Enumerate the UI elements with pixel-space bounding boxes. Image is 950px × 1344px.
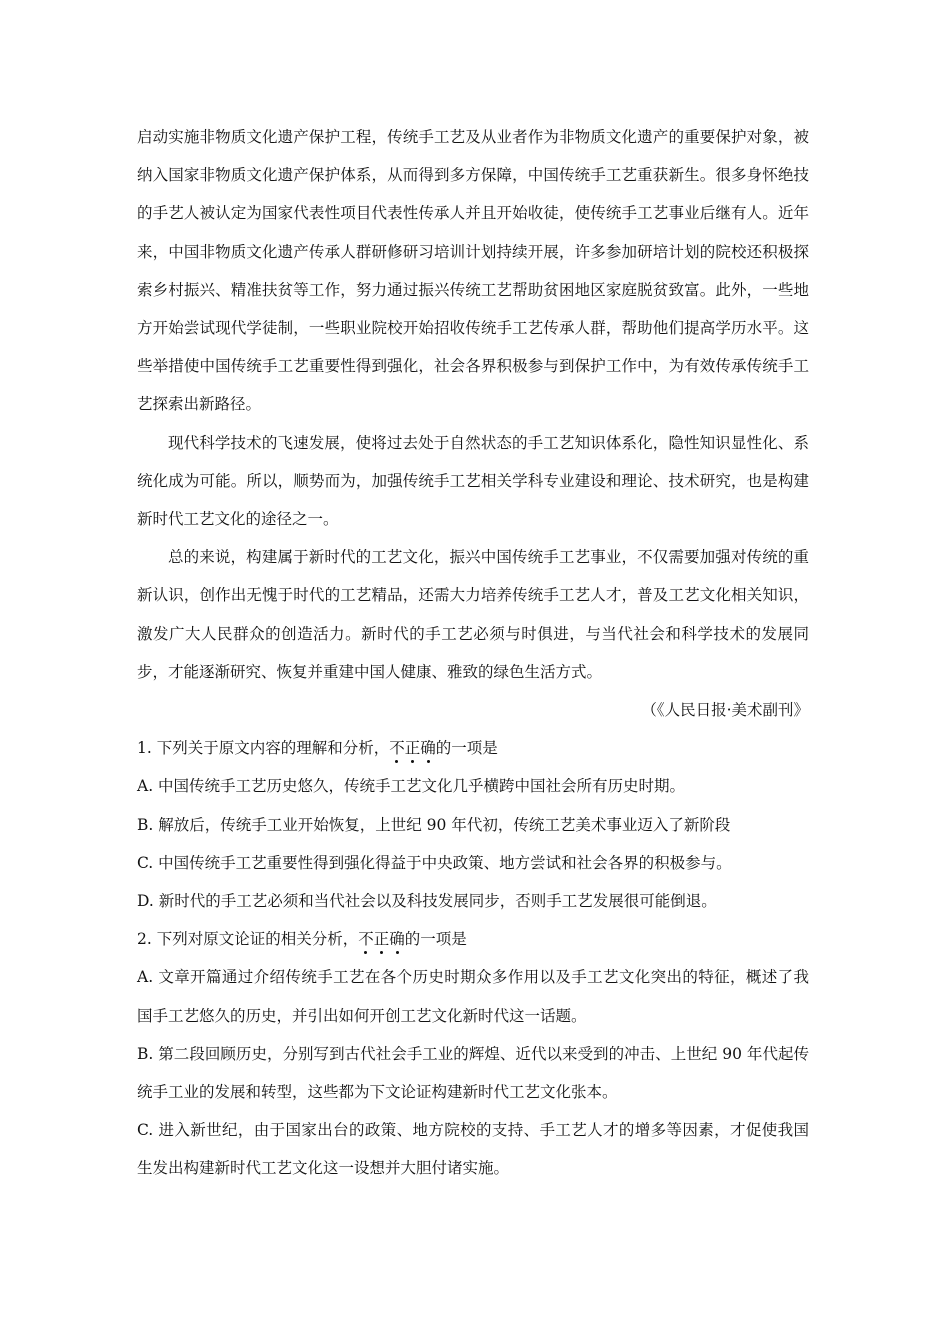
- emphasis-char: 正: [405, 729, 421, 767]
- question-2-option-a: A. 文章开篇通过介绍传统手工艺在各个历史时期众多作用以及手工艺文化突出的特征，概述了我国手工艺悠久的历史，并引出如何开创工艺文化新时代这一话题。: [137, 968, 809, 1025]
- question-2-option-b: B. 第二段回顾历史，分别写到古代社会手工业的辉煌、近代以来受到的冲击、上世纪 90 年代起传统手工业的发展和转型，这些都为下文论证构建新时代工艺文化张本。: [137, 1044, 809, 1102]
- question-1-option-d: D. 新时代的手工艺必须和当代社会以及科技发展同步，否则手工艺发展很可能倒退。: [137, 892, 717, 911]
- emphasis-char: 确: [420, 729, 436, 767]
- question-2-option-c: C. 进入新世纪，由于国家出台的政策、地方院校的支持、手工艺人才的增多等因素，才促使我国生发出构建新时代工艺文化这一设想并大胆付诸实施。: [137, 1121, 809, 1178]
- question-1: [137, 729, 809, 920]
- question-2-stem-after: 的一项是: [404, 930, 467, 949]
- emphasis-char: 不: [389, 729, 405, 767]
- question-2: [137, 920, 809, 1187]
- emphasis-char: 不: [358, 920, 374, 958]
- emphasis-char: 正: [374, 920, 390, 958]
- source-citation: （《人民日报·美术副刊》: [641, 701, 809, 720]
- question-1-option-c: C. 中国传统手工艺重要性得到强化得益于中央政策、地方尝试和社会各界的积极参与。: [137, 853, 732, 872]
- question-1-option-a: A. 中国传统手工艺历史悠久，传统手工艺文化几乎横跨中国社会所有历史时期。: [137, 777, 686, 796]
- paragraph-3: 总的来说，构建属于新时代的工艺文化，振兴中国传统手工艺事业，不仅需要加强对传统的重新认识，创作出无愧于时代的工艺精品，还需大力培养传统手工艺人才，普及工艺文化相关知识，激发广大人民群众的创造活力。新时代的手工艺必须与时俱进，与当代社会和科学技术的发展同步，才能逐渐研究、恢复并重建中国人健康、雅致的绿色生活方式。: [137, 548, 809, 681]
- paragraph-2: 现代科学技术的飞速发展，使将过去处于自然状态的手工艺知识体系化，隐性知识显性化、系统化成为可能。所以，顺势而为，加强传统手工艺相关学科专业建设和理论、技术研究，也是构建新时代工艺文化的途径之一。: [137, 433, 809, 529]
- question-1-stem-after: 的一项是: [435, 739, 498, 758]
- question-2-stem: [137, 920, 809, 958]
- question-1-stem: [137, 729, 809, 767]
- emphasis-char: 确: [389, 920, 405, 958]
- paragraph-1: 启动实施非物质文化遗产保护工程，传统手工艺及从业者作为非物质文化遗产的重要保护对象，被纳入国家非物质文化遗产保护体系，从而得到多方保障，中国传统手工艺重获新生。很多身怀绝技的手艺人被认定为国家代表性项目代表性传承人并且开始收徒，使传统手工艺事业后继有人。近年来，中国非物质文化遗产传承人群研修研习培训计划持续开展，许多参加研培计划的院校还积极探索乡村振兴、精准扶贫等工作，努力通过振兴传统工艺帮助贫困地区家庭脱贫致富。此外，一些地方开始尝试现代学徒制，一些职业院校开始招收传统手工艺传承人群，帮助他们提高学历水平。这些举措使中国传统手工艺重要性得到强化，社会各界积极参与到保护工作中，为有效传承传统手工艺探索出新路径。: [137, 128, 809, 414]
- document-page: [137, 118, 809, 1188]
- question-2-stem-before: 2. 下列对原文论证的相关分析，: [137, 930, 359, 949]
- question-1-stem-before: 1. 下列关于原文内容的理解和分析，: [137, 739, 390, 758]
- question-1-option-b: B. 解放后，传统手工业开始恢复，上世纪 90 年代初，传统工艺美术事业迈入了新阶段: [137, 815, 731, 834]
